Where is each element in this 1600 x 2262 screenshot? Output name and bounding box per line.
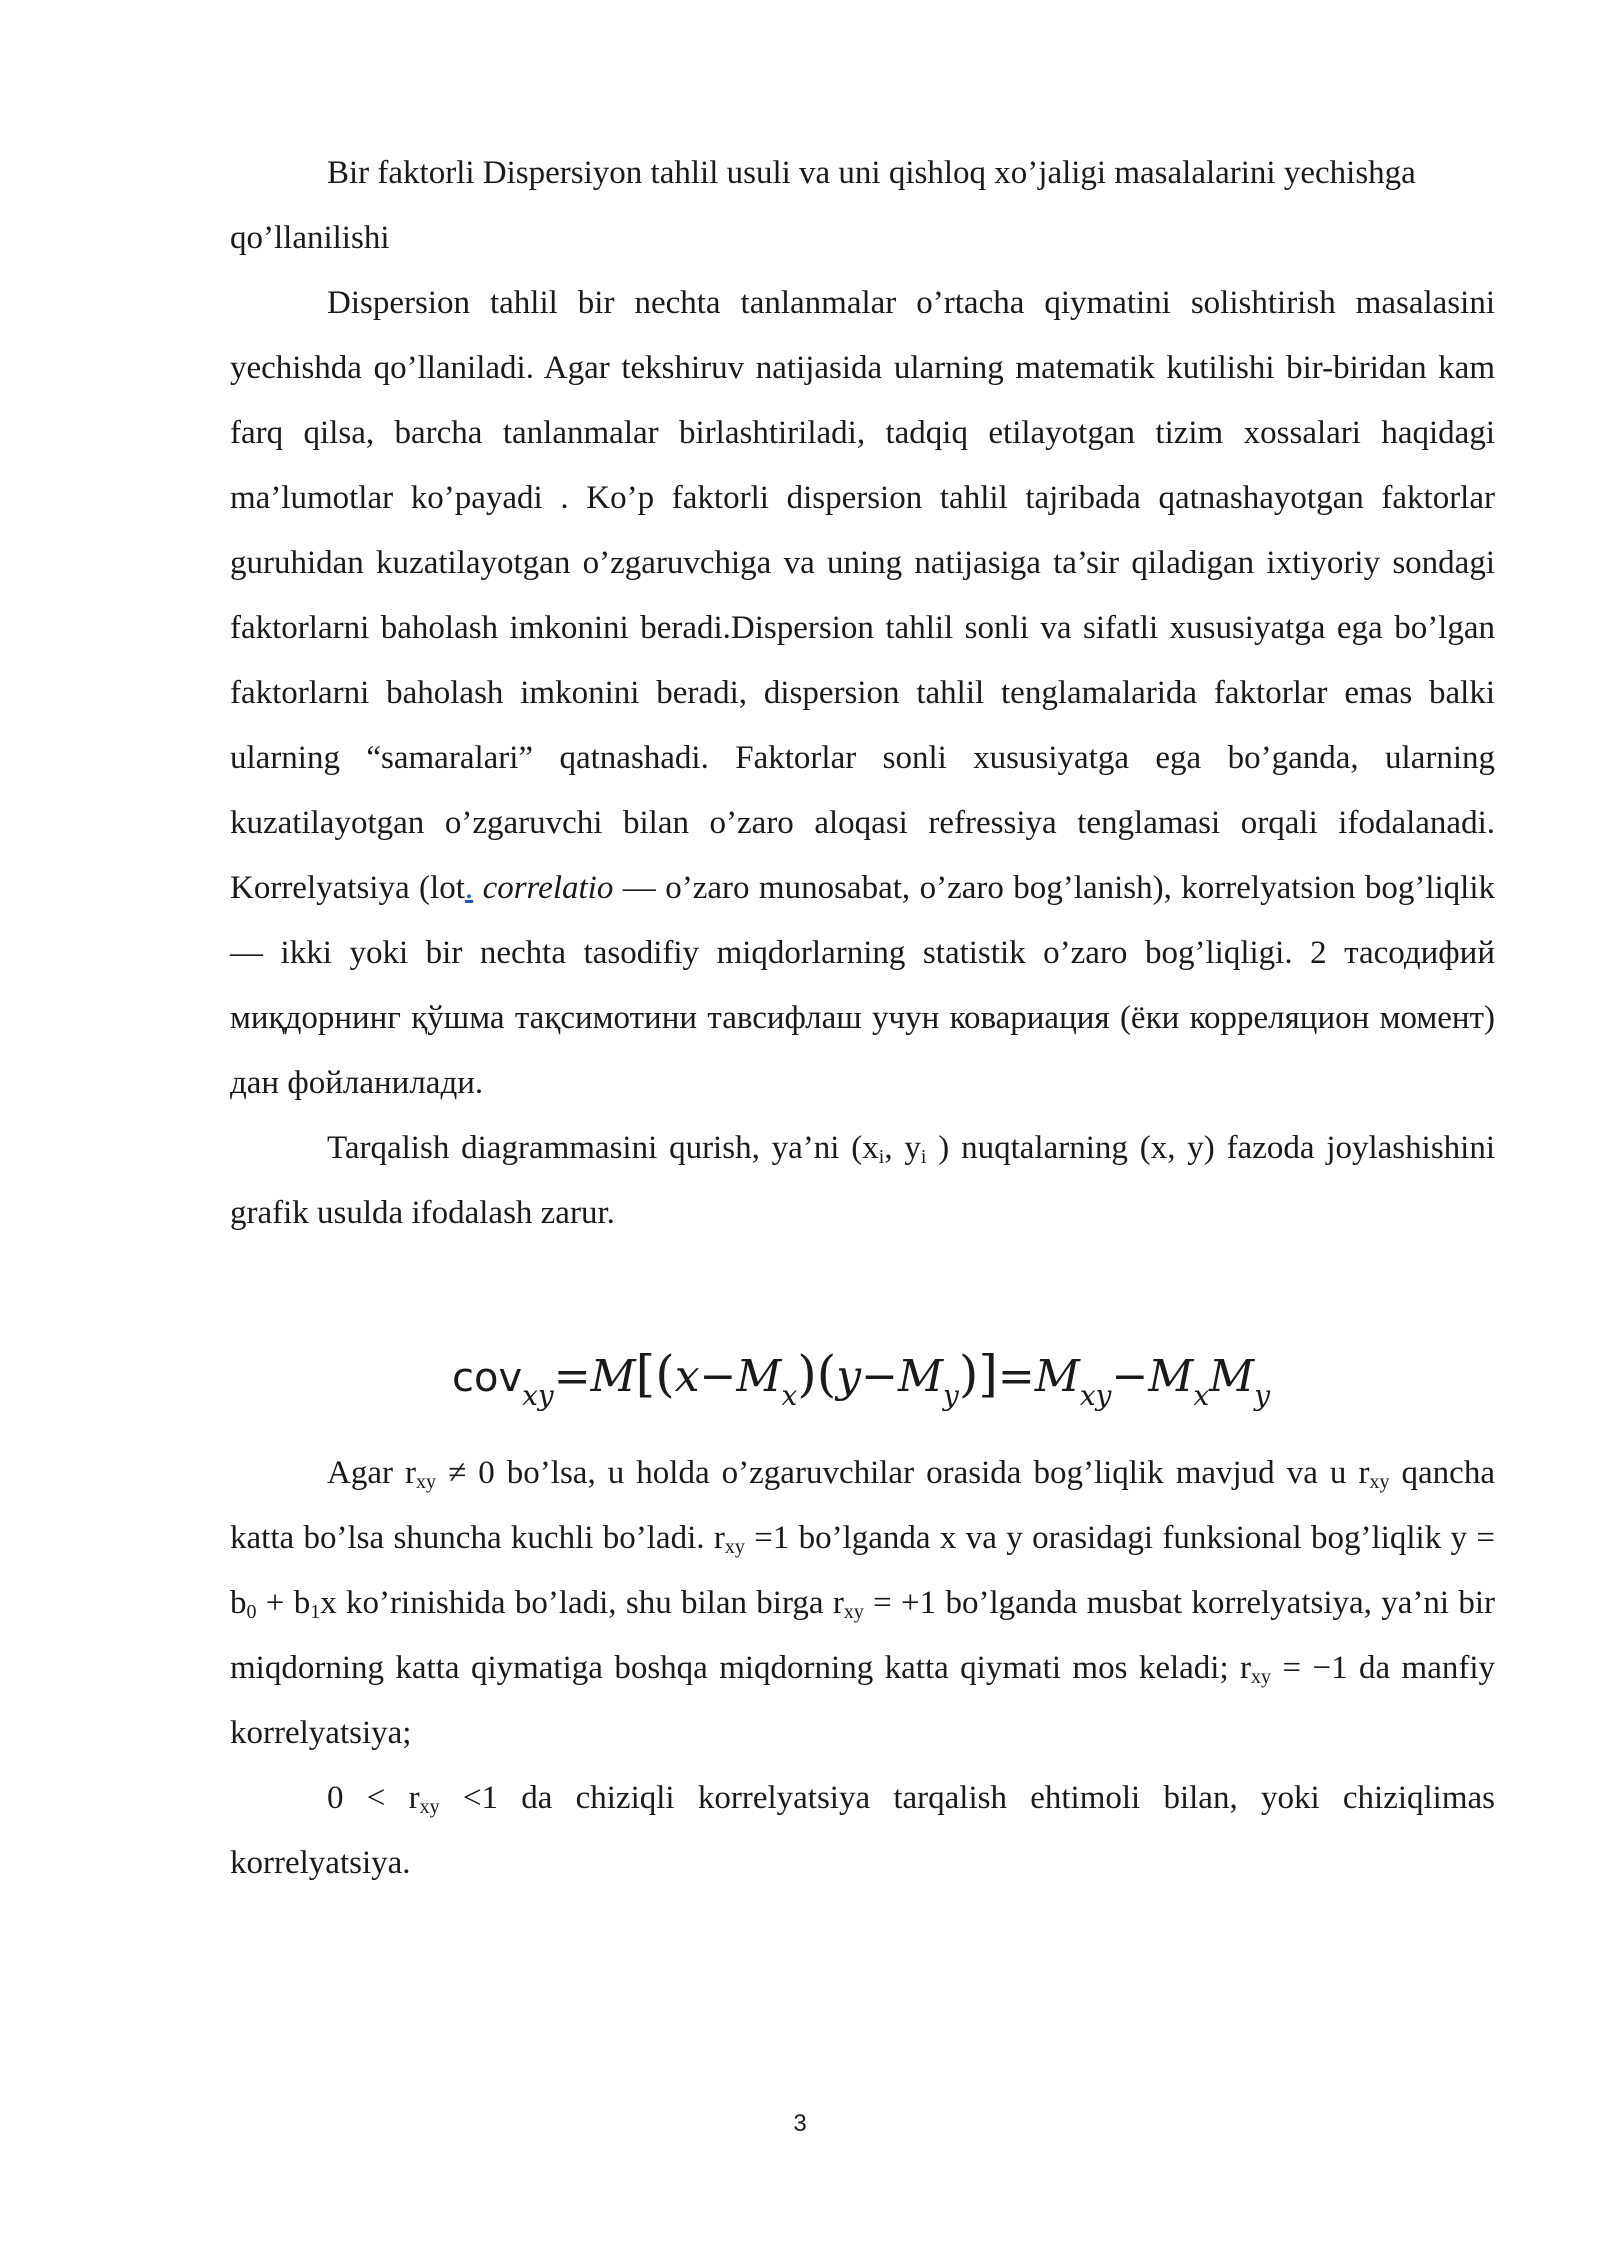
formula-part: y−M bbox=[836, 1351, 944, 1402]
subscript: xy bbox=[1251, 1666, 1272, 1688]
formula-part: M bbox=[1209, 1351, 1255, 1402]
paragraph-linear-correlation bbox=[230, 1766, 1495, 1896]
paragraph-text: <1 da chiziqli korrelyatsiya tarqalish ehtimoli bilan, yoki chiziqlimas korrelyatsiya. bbox=[230, 1780, 1495, 1881]
paragraph-text: — o’zaro munosabat, o’zaro bog’lanish), korrelyatsion bog’liqlik — ikki yoki bir nechta tasodifiy miqdorlarning statistik o’zaro bog’liqligi. 2 тасодифий миқдорнинг қўшма тақсимотини тавсифлаш учун ковариация (ёки корреляцион момент) дан фойланилади. bbox=[230, 870, 1495, 1101]
formula-subscript: y bbox=[1254, 1379, 1271, 1412]
formula-part: −M bbox=[1111, 1351, 1194, 1402]
subscript: xy bbox=[416, 1471, 437, 1493]
paragraph-text: , y bbox=[884, 1130, 921, 1166]
paragraph-text: Tarqalish diagrammasini qurish, ya’ni (x bbox=[327, 1130, 879, 1166]
formula-bracket: [ bbox=[635, 1345, 656, 1403]
paragraph-text: Agar r bbox=[327, 1455, 417, 1491]
subscript: xy bbox=[843, 1601, 864, 1623]
paragraph-dispersion bbox=[230, 271, 1495, 1116]
subscript: i bbox=[878, 1146, 885, 1168]
paragraph-correlation bbox=[230, 1441, 1495, 1766]
formula-cov: cov bbox=[452, 1355, 523, 1401]
section-heading: Bir faktorli Dispersiyon tahlil usuli va uni qishloq xo’jaligi masalalarini yechishga qo’llanilishi bbox=[230, 155, 1416, 256]
paragraph-text: = +1 bo’lganda musbat korrelyatsiya, ya’ni bir miqdorning katta qiymatiga boshqa miqdorning katta qiymati mos keladi; r bbox=[230, 1585, 1495, 1686]
paragraph-text bbox=[473, 870, 482, 906]
paragraph-text: + b bbox=[256, 1585, 311, 1621]
text-block-top bbox=[230, 141, 1495, 1246]
text-block-bottom bbox=[230, 1441, 1495, 1896]
hyperlink[interactable]: . bbox=[464, 870, 474, 906]
formula-expression bbox=[452, 1345, 1271, 1412]
formula-bracket: ) bbox=[958, 1345, 979, 1403]
formula-bracket: ) bbox=[797, 1345, 817, 1403]
covariance-formula bbox=[452, 1345, 1352, 1425]
formula-subscript: xy bbox=[1079, 1379, 1112, 1412]
formula-subscript: x bbox=[1193, 1379, 1210, 1412]
paragraph-text: ≠ 0 bo’lsa, u holda o’zgaruvchilar orasida bog’liqlik mavjud va u r bbox=[436, 1455, 1370, 1491]
paragraph-text: = −1 da manfiy korrelyatsiya; bbox=[230, 1650, 1496, 1751]
paragraph-text: qancha katta bo’lsa shuncha kuchli bo’ladi. r bbox=[230, 1455, 1495, 1556]
formula-subscript: x bbox=[781, 1379, 798, 1412]
page-number: 3 bbox=[793, 2110, 807, 2137]
subscript: i bbox=[920, 1146, 927, 1168]
formula-bracket: ( bbox=[816, 1345, 837, 1403]
subscript: xy bbox=[419, 1796, 440, 1818]
formula-subscript: xy bbox=[522, 1379, 554, 1412]
subscript: 0 bbox=[246, 1601, 257, 1623]
subscript: 1 bbox=[310, 1601, 321, 1623]
paragraph-scatter bbox=[230, 1116, 1495, 1246]
paragraph-text: 0 < r bbox=[327, 1780, 420, 1816]
formula-part: =M bbox=[553, 1351, 636, 1402]
formula-bracket: ( bbox=[655, 1345, 675, 1403]
subscript: xy bbox=[1369, 1471, 1390, 1493]
paragraph-text: Dispersion tahlil bir nechta tanlanmalar o’rtacha qiymatini solishtirish masalasini yechishda qo’llaniladi. Agar tekshiruv natijasida ularning matematik kutilishi bir-biridan kam farq qilsa, barcha tanlanmalar birlashtiriladi, tadqiq etilayotgan tizim xossalari haqidagi ma’lumotlar ko’payadi . Ko’p faktorli dispersion tahlil tajribada qatnashayotgan faktorlar guruhidan kuzatilayotgan o’zgaruvchiga va uning natijasiga ta’sir qiladigan ixtiyoriy sondagi faktorlarni baholash imkonini beradi.Dispersion tahlil sonli va sifatli xususiyatga ega bo’lgan faktorlarni baholash imkonini beradi, dispersion tahlil tenglamalarida faktorlar emas balki ularning “samaralari” qatnashadi. Faktorlar sonli xususiyatga ega bo’ganda, ularning kuzatilayotgan o’zgaruvchi bilan o’zaro aloqasi refressiya tenglamasi orqali ifodalanadi. Korrelyatsiya (lot bbox=[230, 285, 1495, 906]
italic-term: correlatio bbox=[482, 870, 614, 906]
subscript: xy bbox=[724, 1536, 745, 1558]
paragraph-text: ) nuqtalarning (x, y) fazoda joylashishini grafik usulda ifodalash zarur. bbox=[230, 1130, 1495, 1231]
formula-part: =M bbox=[997, 1351, 1080, 1402]
formula-part: x−M bbox=[674, 1351, 782, 1402]
paragraph-text: =1 bo’lganda x va y orasidagi funksional bog’liqlik y = b bbox=[230, 1520, 1495, 1621]
paragraph-text: x ko’rinishida bo’ladi, shu bilan birga r bbox=[320, 1585, 844, 1621]
formula-subscript: y bbox=[943, 1379, 959, 1412]
formula-bracket: ] bbox=[978, 1345, 998, 1403]
